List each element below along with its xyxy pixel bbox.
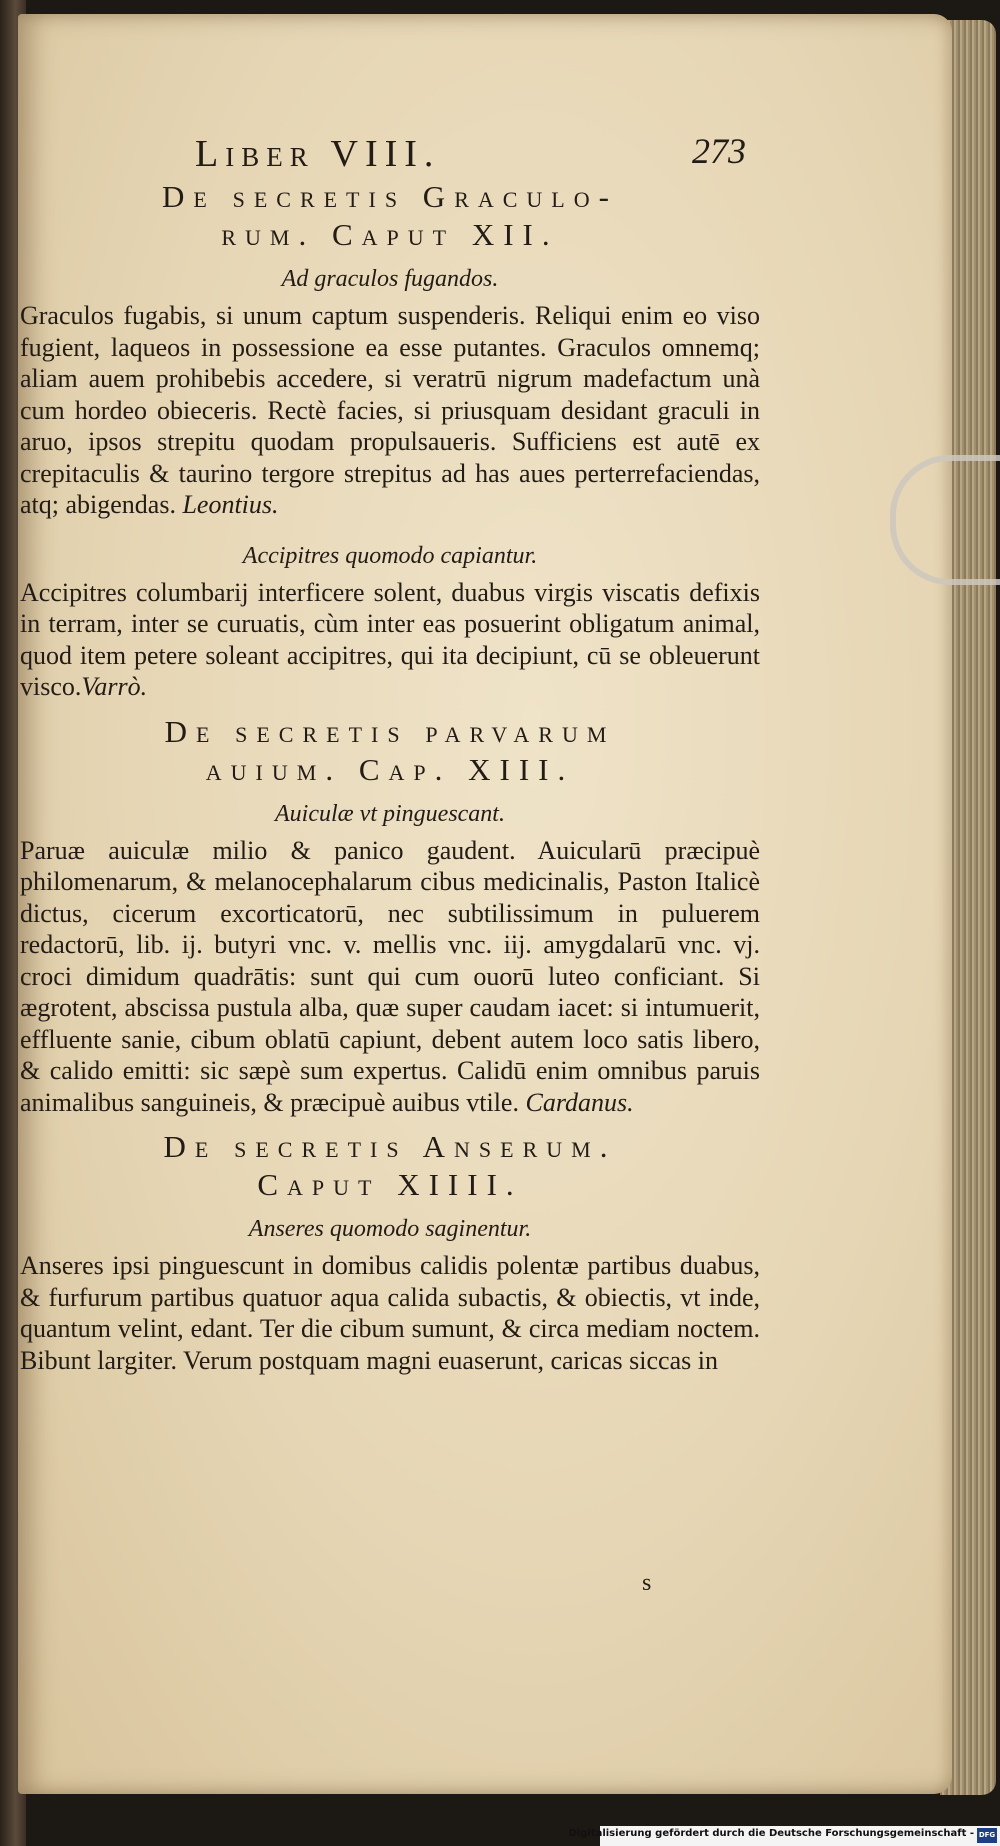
entry-body: Accipitres columbarij interficere solent, duabus virgis viscatis defixis in terram, inter se curuatis, cùm inter eas posuerint obligatum animal, quod item petere soleant accipitres, qui ita decipiunt, cū se obleuerunt visco.: [20, 577, 760, 701]
entry-heading: Auiculæ vt pinguescant.: [275, 800, 505, 827]
digitization-credit: Digitalisierung gefördert durch die Deutsche Forschungsgemeinschaft -: [568, 1828, 974, 1839]
catchword: s: [642, 1570, 652, 1596]
running-head-title: Liber VIII.: [195, 133, 441, 175]
entry-author: Varrò.: [81, 672, 148, 701]
entry-heading: Accipitres quomodo capiantur.: [242, 542, 538, 569]
entry-text: [20, 577, 760, 703]
entry-text: [20, 835, 760, 1119]
entry-author: Leontius.: [182, 490, 279, 519]
entry-heading: Anseres quomodo saginentur.: [248, 1216, 532, 1242]
entry-text: [20, 1250, 760, 1376]
dfg-logo-icon: DFG: [977, 1828, 997, 1843]
section-title-cont: rum. Caput XII.: [221, 217, 559, 252]
entry-body: Paruæ auiculæ milio & panico gaudent. Auicularū præcipuè philomenarum, & melanocephalarum cibus medicinalis, Paston Italicè dictus, cicerum excorticatorū, nec subtilissimum in puluerem redactorū, lib. ij. butyri vnc. v. mellis vnc. iij. amygdalarū vnc. vj. croci dimidum quadrātis: sunt qui cum ouorū luteo conficiant. Si ægrotent, abscissa pustula alba, quæ super caudam iacet: si intumuerit, effluente sanie, cibum oblatū capiunt, debent autem loco satis libero, & calido emitti: sic sæpè sum expertus. Calidū enim omnibus paruis animalibus sanguineis, & præcipuè auibus vtile.: [20, 835, 760, 1117]
entry-author: Cardanus.: [525, 1087, 634, 1117]
entry-body: Graculos fugabis, si unum captum suspenderis. Reliqui enim eo viso fugient, laqueos in possessione ea esse putantes. Graculos omnemq; aliam auem prohibebis accedere, si veratrū nigrum madefactum unà cum hordeo obieceris. Rectè facies, si priusquam desidant graculi in aruo, ipsos strepitu quodam propulsaueris. Sufficiens est autē ex crepitaculis & taurino tergore strepitus ad has aues perterrefaciendas, atq; abigendas.: [20, 301, 760, 519]
section-title: De secretis Anserum.: [163, 1129, 617, 1164]
bookmark-ribbon: [890, 455, 1000, 585]
section-title-cont: auium. Cap. XIII.: [205, 751, 575, 787]
section-title: De secretis Graculo-: [162, 179, 618, 214]
entry-text: [20, 300, 760, 521]
running-head: [20, 128, 770, 178]
page-number: 273: [692, 131, 746, 171]
page-text: [20, 128, 770, 1376]
section-title: De secretis parvarum: [164, 713, 616, 749]
entry-heading: Ad graculos fugandos.: [281, 266, 499, 292]
entry-body: Anseres ipsi pinguescunt in domibus calidis polentæ partibus duabus, & furfurum partibus quatuor aqua calida subactis, & obiectis, vt inde, quantum velint, edant. Ter die cibum sumunt, & circa mediam noctem. Bibunt largiter. Verum postquam magni euaserunt, caricas siccas in: [20, 1251, 760, 1375]
section-title-cont: Caput XIIII.: [257, 1167, 523, 1202]
